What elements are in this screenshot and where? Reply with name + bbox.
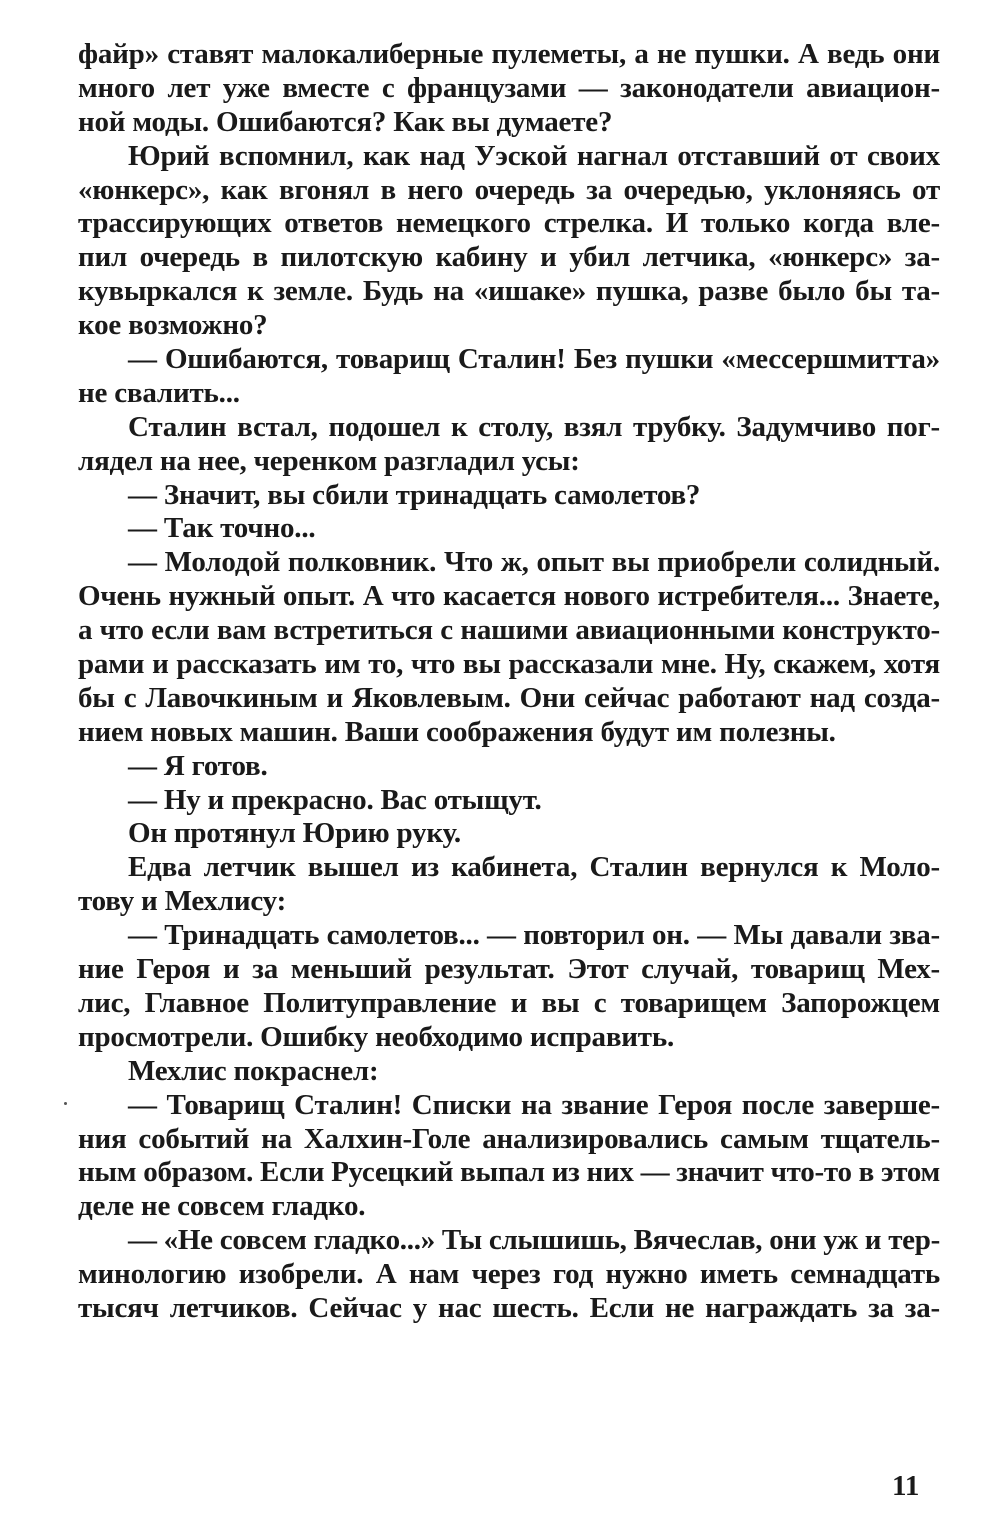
text-line: файр» ставят малокалиберные пулеметы, а не пушки. А ведь они xyxy=(78,38,940,70)
text-line: — Ну и прекрасно. Вас отыщут. xyxy=(128,783,542,816)
text-line: — Молодой полковник. Что ж, опыт вы приобрели солидный. xyxy=(128,546,940,579)
text-line: ния событий на Халхин-Голе анализировались самым тщатель- xyxy=(78,1122,940,1155)
text-line: ние Героя и за меньший результат. Этот случай, товарищ Мех- xyxy=(78,953,940,986)
text-line: ным образом. Если Русецкий выпал из них — значит что-то в этом xyxy=(78,1156,940,1189)
text-line: деле не совсем гладко. xyxy=(78,1190,366,1223)
text-line: — Тринадцать самолетов... — повторил он. — Мы давали зва- xyxy=(128,919,940,952)
page-number: 11 xyxy=(892,1470,920,1502)
text-line: Юрий вспомнил, как над Уэской нагнал отставший от своих xyxy=(128,139,940,172)
text-line: тову и Мехлису: xyxy=(78,885,287,918)
text-line: бы с Лавочкиным и Яковлевым. Они сейчас работают над созда- xyxy=(78,681,940,714)
text-line: кувыркался к земле. Будь на «ишаке» пушка, разве было бы та- xyxy=(78,275,940,308)
text-line: кое возможно? xyxy=(78,309,268,342)
text-line: — Значит, вы сбили тринадцать самолетов? xyxy=(128,478,701,511)
text-line: лядел на нее, черенком разгладил усы: xyxy=(78,444,580,477)
text-line: много лет уже вместе с французами — законодатели авиацион- xyxy=(78,71,940,104)
text-line: лис, Главное Политуправление и вы с товарищем Запорожцем xyxy=(78,986,940,1019)
text-line: Едва летчик вышел из кабинета, Сталин вернулся к Моло- xyxy=(128,851,940,884)
text-line: трассирующих ответов немецкого стрелка. И только когда вле- xyxy=(78,207,940,240)
text-line: тысяч летчиков. Сейчас у нас шесть. Если не награждать за за- xyxy=(78,1291,940,1324)
text-line: Очень нужный опыт. А что касается нового истребителя... Знаете, xyxy=(78,580,940,613)
text-line: минологию изобрели. А нам через год нужно иметь семнадцать xyxy=(78,1258,940,1291)
print-speck xyxy=(64,1102,67,1105)
text-line: — Я готов. xyxy=(128,749,268,782)
text-line: Сталин встал, подошел к столу, взял трубку. Задумчиво пог- xyxy=(128,410,940,443)
text-line: Мехлис покраснел: xyxy=(128,1054,379,1087)
text-line: — Товарищ Сталин! Списки на звание Героя после заверше- xyxy=(128,1088,940,1121)
text-line: «юнкерс», как вгонял в него очередь за очередью, уклоняясь от xyxy=(78,173,940,206)
page-text xyxy=(78,38,940,1326)
text-line: — Ошибаются, товарищ Сталин! Без пушки «мессершмитта» xyxy=(128,343,940,376)
text-line: пил очередь в пилотскую кабину и убил летчика, «юнкерс» за- xyxy=(78,241,940,274)
text-line: рами и рассказать им то, что вы рассказали мне. Ну, скажем, хотя xyxy=(78,648,940,681)
text-line: просмотрели. Ошибку необходимо исправить. xyxy=(78,1020,675,1053)
text-line: не свалить... xyxy=(78,376,240,409)
text-line: — Так точно... xyxy=(128,512,316,545)
text-line: ной моды. Ошибаются? Как вы думаете? xyxy=(78,105,613,138)
text-line: Он протянул Юрию руку. xyxy=(128,817,461,850)
text-line: нием новых машин. Ваши соображения будут им полезны. xyxy=(78,715,836,748)
text-line: — «Не совсем гладко...» Ты слышишь, Вячеслав, они уж и тер- xyxy=(128,1224,940,1257)
text-line: а что если вам встретиться с нашими авиационными конструкто- xyxy=(78,614,940,647)
